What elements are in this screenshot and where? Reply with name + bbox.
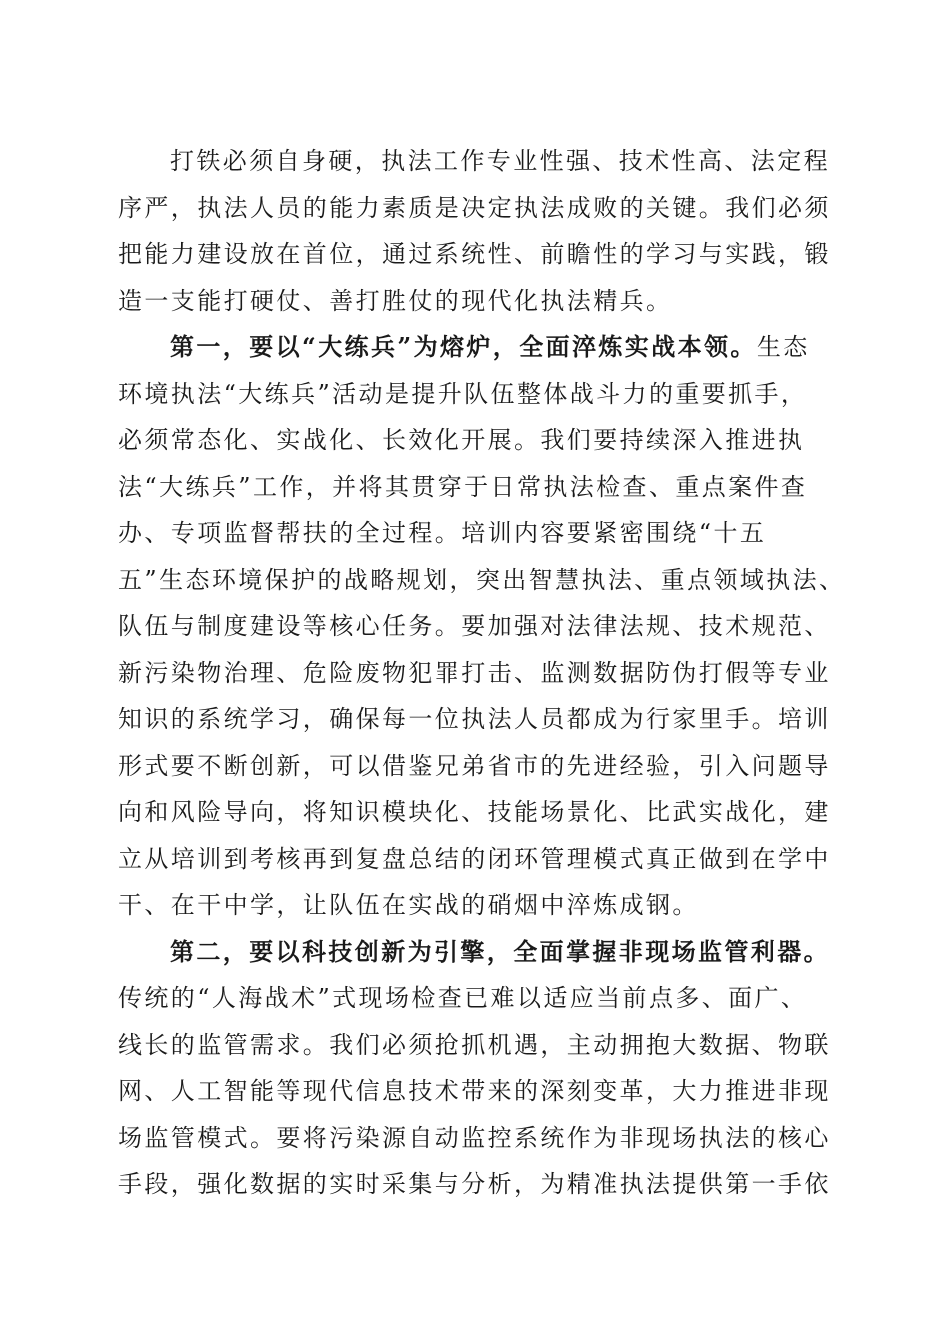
paragraph-1-line-2: 序严，执法人员的能力素质是决定执法成败的关键。我们必须	[118, 193, 831, 222]
paragraph-3-line-2: 线长的监管需求。我们必须抢抓机遇，主动拥抱大数据、物联	[118, 1030, 831, 1059]
paragraph-2-heading-tail: 生态	[756, 333, 810, 361]
paragraph-2-line-2: 必须常态化、实战化、长效化开展。我们要持续深入推进执	[118, 426, 805, 454]
paragraph-2-line-10: 向和风险导向，将知识模块化、技能场景化、比武实战化，建	[118, 798, 831, 826]
document-body	[118, 138, 846, 1208]
paragraph-2-line-9: 形式要不断创新，可以借鉴兄弟省市的先进经验，引入问题导	[118, 751, 831, 780]
paragraph-3-line-3: 网、人工智能等现代信息技术带来的深刻变革，大力推进非现	[118, 1077, 831, 1105]
paragraph-2-line-11: 立从培训到考核再到复盘总结的闭环管理模式真正做到在学中	[118, 844, 831, 873]
paragraph-2-line-4: 办、专项监督帮扶的全过程。培训内容要紧密围绕“十五	[118, 519, 767, 547]
paragraph-2-line-12: 干、在干中学，让队伍在实战的硝烟中淬炼成钢。	[118, 891, 699, 919]
paragraph-2-heading-line	[118, 324, 828, 371]
paragraph-3-line-1: 传统的“人海战术”式现场检查已难以适应当前点多、面广、	[118, 984, 808, 1012]
paragraph-1-line-1: 打铁必须自身硬，执法工作专业性强、技术性高、法定程	[170, 147, 830, 175]
paragraph-3-line-5: 手段，强化数据的实时采集与分析，为精准执法提供第一手依	[118, 1170, 831, 1198]
paragraph-2-line-7: 新污染物治理、危险废物犯罪打击、监测数据防伪打假等专业	[118, 658, 831, 687]
paragraph-2-line-5: 五”生态环境保护的战略规划，突出智慧执法、重点领域执法、	[118, 565, 846, 594]
paragraph-2-line-1: 环境执法“大练兵”活动是提升队伍整体战斗力的重要抓手，	[118, 379, 808, 408]
paragraph-2-heading: 第一，要以“大练兵”为熔炉，全面淬炼实战本领。	[170, 332, 757, 361]
paragraph-1-line-3: 把能力建设放在首位，通过系统性、前瞻性的学习与实践，锻	[118, 240, 831, 268]
paragraph-2-line-3: 法“大练兵”工作，并将其贯穿于日常执法检查、重点案件查	[118, 472, 808, 501]
paragraph-1-line-4: 造一支能打硬仗、善打胜仗的现代化执法精兵。	[118, 286, 673, 315]
paragraph-3-heading: 第二，要以科技创新为引擎，全面掌握非现场监管利器。	[170, 936, 830, 966]
paragraph-2-line-8: 知识的系统学习，确保每一位执法人员都成为行家里手。培训	[118, 705, 831, 733]
paragraph-3-line-4: 场监管模式。要将污染源自动监控系统作为非现场执法的核心	[118, 1123, 831, 1152]
paragraph-2-line-6: 队伍与制度建设等核心任务。要加强对法律法规、技术规范、	[118, 612, 831, 640]
